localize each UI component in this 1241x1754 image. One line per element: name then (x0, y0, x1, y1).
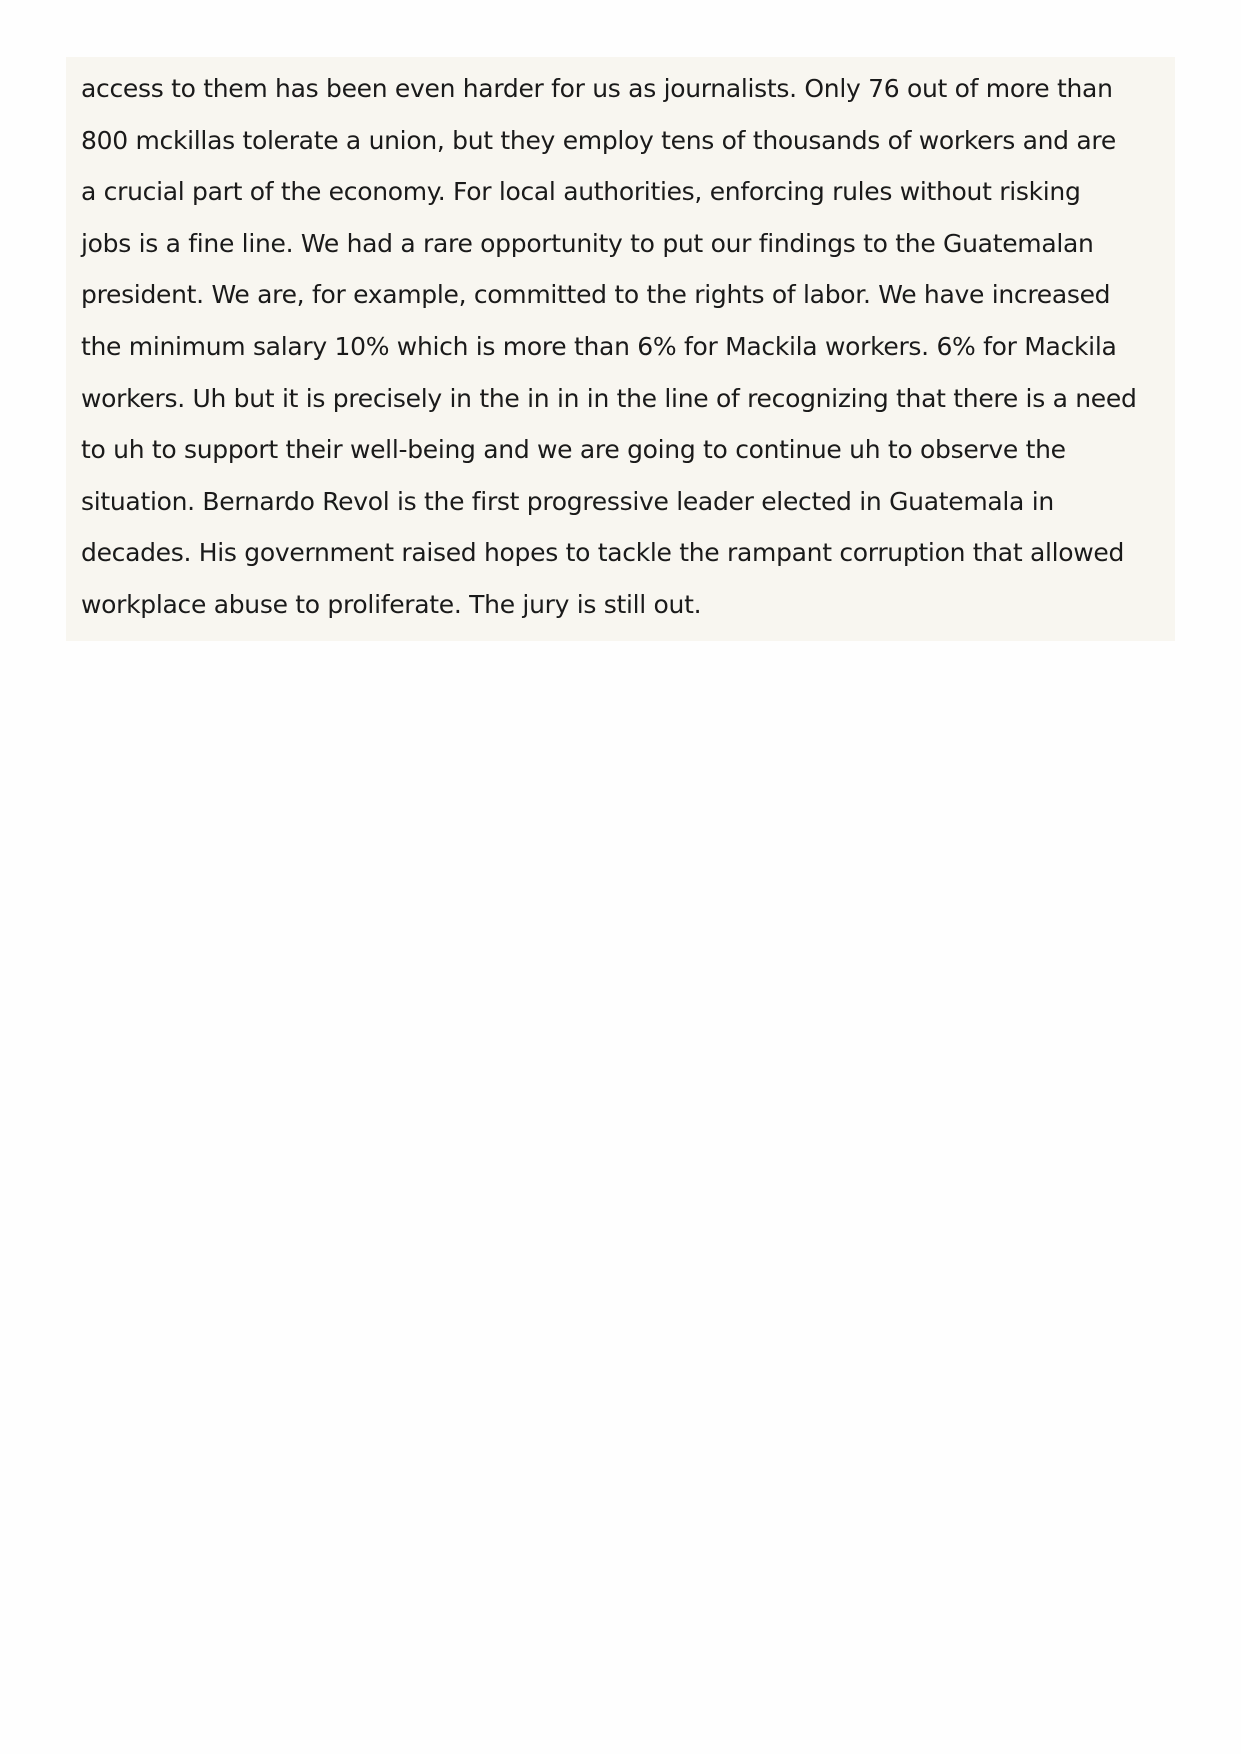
text-line: president. We are, for example, committed to the rights of labor. We have increased (81, 280, 1111, 310)
text-line: to uh to support their well-being and we are going to continue uh to observe the (81, 435, 1066, 465)
text-line: access to them has been even harder for us as journalists. Only 76 out of more than (81, 74, 1113, 103)
text-line: a crucial part of the economy. For local authorities, enforcing rules without risking (81, 177, 1081, 207)
text-line: the minimum salary 10% which is more than 6% for Mackila workers. 6% for Mackila (81, 331, 1117, 361)
text-line: jobs is a fine line. We had a rare opportunity to put our findings to the Guatemalan (81, 228, 1094, 258)
text-line: decades. His government raised hopes to tackle the rampant corruption that allowed (81, 538, 1125, 568)
text-line: situation. Bernardo Revol is the first progressive leader elected in Guatemala in (81, 486, 1054, 516)
text-line: 800 mckillas tolerate a union, but they employ tens of thousands of workers and are (81, 125, 1116, 155)
text-line: workplace abuse to proliferate. The jury is still out. (81, 589, 702, 619)
text-line: workers. Uh but it is precisely in the in in in the line of recognizing that there is a need (81, 383, 1137, 413)
transcript-text-block (66, 57, 1175, 641)
